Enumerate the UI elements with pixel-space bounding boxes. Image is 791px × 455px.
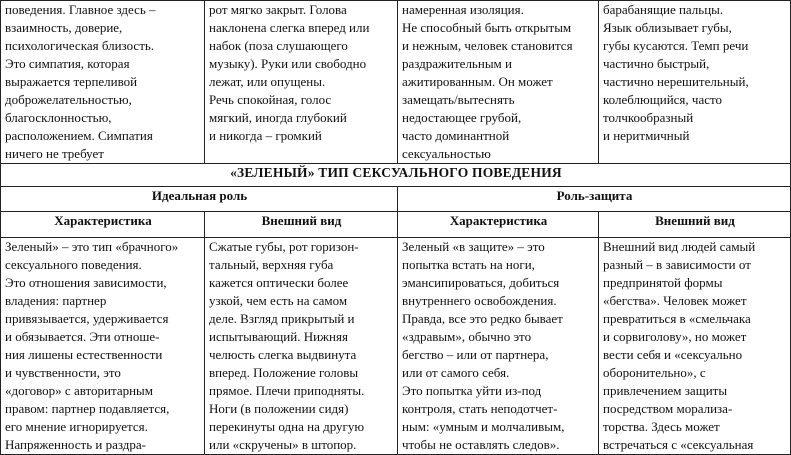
ideal-appearance-cell [205,238,398,455]
ideal-characteristic-text: Зеленый» – это тип «брачного» сексуального поведения. Это отношения зависимости, владения: партнер привязывается, удерживается и обязывается. Эти отноше- ния лишены естественности и чувственности, это «договор» с авторитарным правом: партнер подавляется, его мнение игнорируется. Напряженность и раздра- [5,239,179,452]
defense-characteristic-header: Характеристика [398,212,599,238]
column-header-row [1,212,791,238]
role-header-row [1,187,791,212]
continued-row [1,1,791,164]
defense-role-header: Роль-защита [398,187,791,212]
ideal-appearance-text: Сжатые губы, рот горизон- тальный, верхняя губа кажется оптически более узкой, чем есть на самом деле. Взгляд прикрытый и испытывающий. Нижняя челюсть слегка выдвинута вперед. Положение головы прямое. Плечи приподняты. Ноги (в положении сидя) перекинуты одна на другую или «скручены» в штопор. [209,239,365,452]
continued-defense-appearance-cell [599,1,791,164]
defense-appearance-header: Внешний вид [599,212,791,238]
ideal-role-header: Идеальная роль [1,187,398,212]
ideal-appearance-header: Внешний вид [205,212,398,238]
continued-characteristic-cell [1,1,205,164]
continued-defense-appearance-text: барабанящие пальцы. Язык облизывает губы, губы кусаются. Темп речи частично быстрый, частично нерешительный, колеблющийся, часто толчкообразный и неритмичный [603,2,749,143]
ideal-characteristic-cell [1,238,205,455]
ideal-characteristic-header: Характеристика [1,212,205,238]
continued-appearance-cell [205,1,398,164]
defense-characteristic-text: Зеленый «в защите» – это попытка встать на ноги, эмансипироваться, добиться внутреннего освобождения. Правда, все это редко бывает «здравым», обычно это бегство – или от партнера, или от самого себя. Это попытка уйти из-под контроля, стать неподотчет- ным: «умным и молчаливым, чтобы не оставлять следов». [402,239,565,452]
continued-defense-characteristic-text: намеренная изоляция. Не способный быть открытым и нежным, человек становится раздражительным и ажитированным. Он может замещать/вытеснять недостающее грубой, часто доминантной сексуальностью [402,2,573,161]
continued-defense-characteristic-cell [398,1,599,164]
defense-appearance-text: Внешний вид людей самый разный – в зависимости от предпринятой формы «бегства». Человек может превратиться в «смельчака и сорвиголову», но может вести себя и «сексуально оборонительно», с привлечением защиты посредством морализа- торства. Здесь может встречаться с «сексуальная [603,239,756,452]
defense-appearance-cell [599,238,791,455]
defense-characteristic-cell [398,238,599,455]
green-type-row [1,238,791,455]
section-title-row [1,164,791,187]
continued-characteristic-text: поведения. Главное здесь – взаимность, доверие, психологическая близость. Это симпатия, которая выражается терпеливой доброжелательностью, благосклонностью, расположением. Симпатия ничего не требует [5,2,156,161]
section-title: «ЗЕЛЕНЫЙ» ТИП СЕКСУАЛЬНОГО ПОВЕДЕНИЯ [1,164,791,187]
continued-appearance-text: рот мягко закрыт. Голова наклонена слегка вперед или набок (поза слушающего музыку). Руки или свободно лежат, или опущены. Речь спокойная, голос мягкий, иногда глубокий и никогда – громкий [209,2,370,143]
